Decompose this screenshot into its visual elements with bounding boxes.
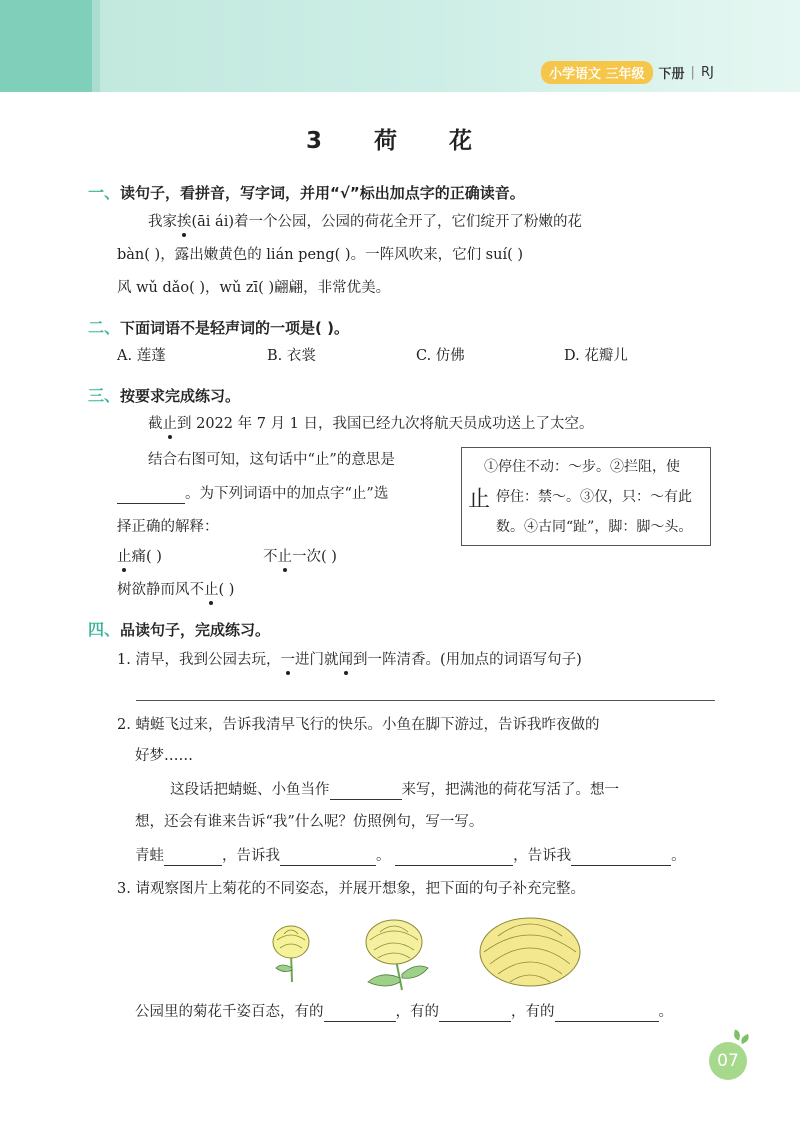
s4-q2-line-5: 青蛙 ，告诉我 。 ，告诉我 。: [135, 848, 686, 864]
s4-question-3: 3. 请观察图片上菊花的不同姿态，并展开想象，把下面的句子补充完整。: [117, 881, 585, 897]
answer-blank[interactable]: [324, 1008, 396, 1022]
s3-question-line-1: 结合右图可知，这句话中“止”的意思是: [148, 452, 395, 468]
word-1: 止痛( ): [117, 549, 162, 565]
word-3: 树欲静而风不止( ): [117, 582, 235, 598]
s4-question-1: 1. 清早，我到公园去玩，一进门就闻到一阵清香。(用加点的词语写句子): [117, 652, 582, 668]
answer-blank[interactable]: [395, 852, 513, 866]
s1-line-3: 风 wǔ dǎo( )，wǔ zī( )翩翩，非常优美。: [117, 280, 391, 296]
s1-line-1: 我家挨(āi ái)着一个公园，公园的荷花全开了，它们绽开了粉嫩的花: [148, 214, 582, 230]
term-label: 下册: [658, 67, 685, 82]
answer-blank[interactable]: [164, 852, 222, 866]
option-d: D. 花瓣儿: [564, 348, 628, 364]
answer-blank[interactable]: [571, 852, 671, 866]
s3-sentence: 截止到 2022 年 7 月 1 日，我国已经九次将航天员成功送上了太空。: [148, 416, 594, 432]
chrysanthemum-large: [480, 918, 580, 986]
answer-blank[interactable]: [117, 490, 185, 504]
page-number: 07: [709, 1042, 747, 1080]
s3-question-line-3: 择正确的解释：: [117, 519, 219, 535]
option-c: C. 仿佛: [416, 348, 465, 364]
edition-label: RJ: [700, 65, 714, 80]
series-label: 小学语文 三年级 下册 | RJ: [541, 61, 714, 84]
header-strip: [92, 0, 100, 92]
section-3-heading: 三、按要求完成练习。: [88, 386, 241, 405]
dictionary-line-1: ①停住不动：～步。②拦阻，使: [484, 459, 680, 475]
dictionary-line-3: 数。④古同“趾”，脚：脚～头。: [496, 519, 693, 535]
lesson-title: 3 荷 花: [305, 128, 495, 154]
answer-blank[interactable]: [330, 786, 402, 800]
word-2: 不止一次( ): [263, 549, 337, 565]
s4-q2-line-4: 想，还会有谁来告诉“我”什么呢？仿照例句，写一写。: [135, 814, 484, 830]
page-header-band: [0, 0, 800, 92]
answer-blank[interactable]: [280, 852, 376, 866]
dictionary-character: 止: [468, 487, 491, 512]
answer-blank[interactable]: [439, 1008, 511, 1022]
dictionary-box: [461, 447, 711, 546]
chrysanthemum-pictures: [262, 912, 592, 994]
leaf-decoration: [733, 1030, 741, 1041]
option-a: A. 莲蓬: [117, 348, 166, 364]
s4-q2-line-3: 这段话把蜻蜓、小鱼当作 来写，把满池的荷花写活了。想一: [170, 782, 619, 798]
option-b: B. 衣裳: [267, 348, 316, 364]
answer-blank[interactable]: [555, 1008, 659, 1022]
header-tab: [0, 0, 92, 92]
s4-q2-line-1: 2. 蜻蜓飞过来，告诉我清早飞行的快乐。小鱼在脚下游过，告诉我昨夜做的: [117, 717, 600, 733]
chrysanthemum-medium: [366, 920, 428, 990]
s4-q3-sentence: 公园里的菊花千姿百态，有的 ，有的 ，有的 。: [135, 1004, 673, 1020]
section-4-heading: 四、品读句子，完成练习。: [88, 620, 271, 639]
s1-line-2: bàn( )，露出嫩黄色的 lián peng( )。一阵风吹来，它们 suí( ): [117, 247, 524, 263]
leaf-decoration: [739, 1034, 751, 1044]
section-1-heading: 一、读句子，看拼音，写字词，并用“√”标出加点字的正确读音。: [88, 183, 525, 202]
answer-line[interactable]: [136, 700, 715, 701]
section-2-heading: 二、下面词语不是轻声词的一项是( )。: [88, 318, 349, 337]
subject-grade-pill: 小学语文 三年级: [541, 61, 653, 84]
chrysanthemum-small: [273, 926, 309, 982]
dictionary-line-2: 停住：禁～。③仅，只：～有此: [496, 489, 692, 505]
s3-question-line-2: 。为下列词语中的加点字“止”选: [117, 484, 388, 504]
s4-q2-line-2: 好梦……: [135, 748, 193, 764]
